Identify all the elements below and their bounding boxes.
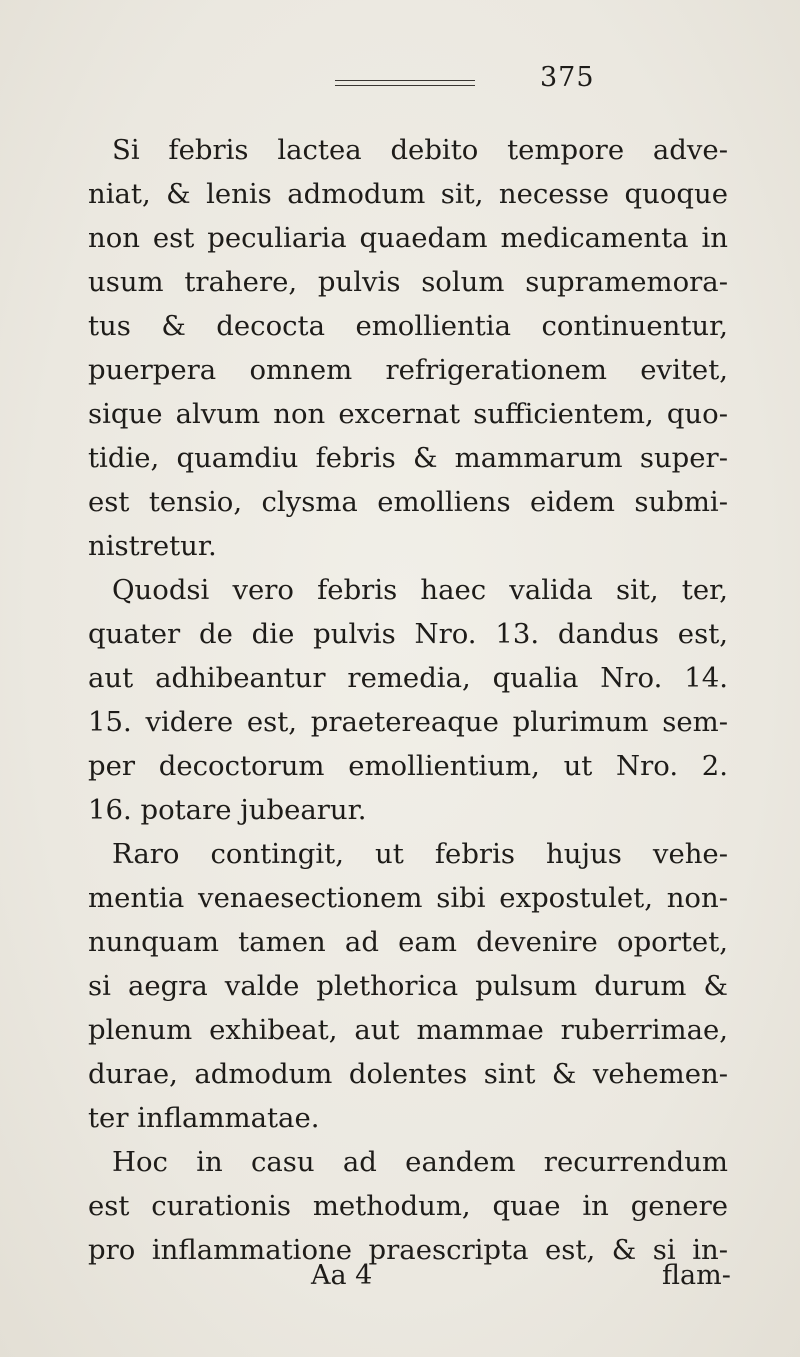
text-line: puerpera omnem refrigerationem evitet,: [88, 354, 728, 386]
text-line: 15. videre est, praetereaque plurimum sem-: [88, 706, 728, 738]
text-line: non est peculiaria quaedam medicamenta in: [88, 222, 728, 254]
text-line: Raro contingit, ut febris hujus vehe-: [112, 838, 728, 870]
text-line: plenum exhibeat, aut mammae ruberrimae,: [88, 1014, 728, 1046]
text-line: tidie, quamdiu febris & mammarum super-: [88, 442, 728, 474]
text-line: nistretur.: [88, 530, 217, 562]
text-line: tus & decocta emollientia continuentur,: [88, 310, 728, 342]
text-line: 16. potare jubearur.: [88, 794, 367, 826]
text-line: pro inflammatione praescripta est, & si in-: [88, 1234, 728, 1266]
text-line: Si febris lactea debito tempore adve-: [112, 134, 728, 166]
page-footer: [0, 1260, 800, 1300]
text-line: Quodsi vero febris haec valida sit, ter,: [112, 574, 728, 606]
signature-mark: Aa 4: [311, 1260, 373, 1291]
text-line: niat, & lenis admodum sit, necesse quoque: [88, 178, 728, 210]
text-line: si aegra valde plethorica pulsum durum &: [88, 970, 728, 1002]
text-line: nunquam tamen ad eam devenire oportet,: [88, 926, 728, 958]
page-number: 375: [540, 62, 595, 93]
header-ornament-rule: [335, 80, 475, 86]
text-line: est tensio, clysma emolliens eidem submi-: [88, 486, 728, 518]
text-line: durae, admodum dolentes sint & vehemen-: [88, 1058, 728, 1090]
body-text: [88, 128, 728, 1272]
text-line: Hoc in casu ad eandem recurrendum: [112, 1146, 728, 1178]
text-line: per decoctorum emollientium, ut Nro. 2.: [88, 750, 728, 782]
text-line: usum trahere, pulvis solum supramemora-: [88, 266, 728, 298]
text-line: ter inflammatae.: [88, 1102, 320, 1134]
catchword: flam-: [662, 1260, 731, 1291]
text-line: aut adhibeantur remedia, qualia Nro. 14.: [88, 662, 728, 694]
text-line: mentia venaesectionem sibi expostulet, non-: [88, 882, 728, 914]
text-line: est curationis methodum, quae in genere: [88, 1190, 728, 1222]
text-line: sique alvum non excernat sufficientem, quo-: [88, 398, 728, 430]
text-line: quater de die pulvis Nro. 13. dandus est,: [88, 618, 728, 650]
